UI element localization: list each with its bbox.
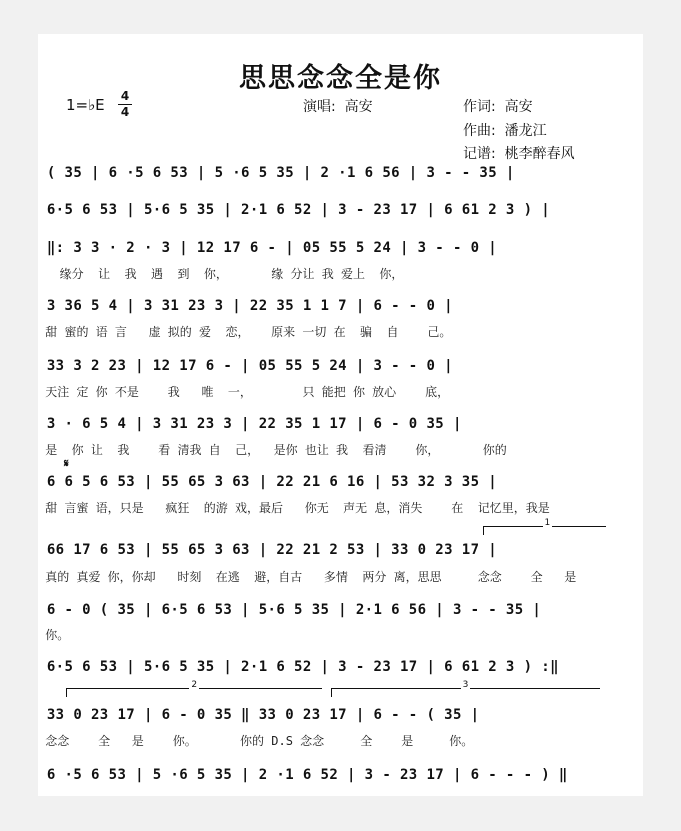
notation-system-10: 6·5 6 53 | 5·6 5 35 | 2·1 6 52 | 3 - 23 17 | 6 61 2 3 ) :‖ <box>38 659 559 675</box>
notation-system-5: 33 3 2 23 | 12 17 6 - | 05 55 5 24 | 3 - - 0 | <box>38 358 453 374</box>
credit-composer: 作曲: 潘龙江 <box>463 123 547 139</box>
lyrics-system-6: 是 你 让 我 看 清我 自 己， 是你 也让 我 看清 你， 你的 <box>38 443 507 457</box>
notation-system-2: 6·5 6 53 | 5·6 5 35 | 2·1 6 52 | 3 - 23 17 | 6 61 2 3 ) | <box>38 202 551 218</box>
score-sheet <box>38 34 643 796</box>
notation-system-12: 6 ·5 6 53 | 5 ·6 5 35 | 2 ·1 6 52 | 3 - 23 17 | 6 - - - ) ‖ <box>38 767 568 783</box>
notation-system-11: 33 0 23 17 | 6 - 0 35 ‖ 33 0 23 17 | 6 - - ( 35 | <box>38 707 480 723</box>
lyrics-system-7: 甜 言蜜 语，只是 疯狂 的游 戏，最后 你无 声无 息，消失 在 记忆里，我是 <box>38 501 550 515</box>
song-title: 思思念念全是你 <box>239 63 442 94</box>
key-signature: 1=♭E <box>66 96 105 114</box>
third-ending-label: 3 <box>462 680 469 690</box>
lyrics-system-3: 缘分 让 我 遇 到 你， 缘 分让 我 爱上 你， <box>38 267 404 281</box>
segno-sign: 𝄋 <box>64 457 69 470</box>
meter-bottom: 4 <box>120 105 130 119</box>
third-ending-bracket <box>331 680 600 697</box>
second-ending-label: 2 <box>191 680 198 690</box>
lyrics-system-4: 甜 蜜的 语 言 虚 拟的 爱 恋， 原来 一切 在 骗 自 己。 <box>38 325 452 339</box>
time-signature <box>118 90 132 119</box>
notation-system-4: 3 36 5 4 | 3 31 23 3 | 22 35 1 1 7 | 6 - - 0 | <box>38 298 453 314</box>
notation-system-9: 6 - 0 ( 35 | 6·5 6 53 | 5·6 5 35 | 2·1 6 56 | 3 - - 35 | <box>38 602 542 618</box>
first-ending-bracket <box>483 518 606 535</box>
second-ending-bracket <box>66 680 322 697</box>
notation-system-1: ( 35 | 6 ·5 6 53 | 5 ·6 5 35 | 2 ·1 6 56 | 3 - - 35 | <box>38 165 515 181</box>
lyrics-system-11: 念念 全 是 你。 你的 D.S 念念 全 是 你。 <box>38 734 474 748</box>
meter-top: 4 <box>120 89 130 103</box>
credit-transcriber: 记谱: 桃李醉春风 <box>463 146 575 162</box>
first-ending-label: 1 <box>544 518 551 528</box>
notation-system-3: ‖: 3 3 · 2 · 3 | 12 17 6 - | 05 55 5 24 | 3 - - 0 | <box>38 240 498 256</box>
lyrics-system-5: 天注 定 你 不是 我 唯 一， 只 能把 你 放心 底， <box>38 385 450 399</box>
notation-system-8: 66 17 6 53 | 55 65 3 63 | 22 21 2 53 | 33 0 23 17 | <box>38 542 498 558</box>
credit-lyricist: 作词: 高安 <box>463 99 533 115</box>
lyrics-system-9: 你。 <box>38 628 70 642</box>
notation-system-6: 3 · 6 5 4 | 3 31 23 3 | 22 35 1 17 | 6 - 0 35 | <box>38 416 462 432</box>
notation-system-7: 6 6 5 6 53 | 55 65 3 63 | 22 21 6 16 | 53 32 3 35 | <box>38 474 498 490</box>
credit-singer: 演唱: 高安 <box>303 99 373 115</box>
lyrics-system-8: 真的 真爱 你，你却 时刻 在逃 避，自古 多情 两分 离，思思 念念 全 是 <box>38 570 577 584</box>
